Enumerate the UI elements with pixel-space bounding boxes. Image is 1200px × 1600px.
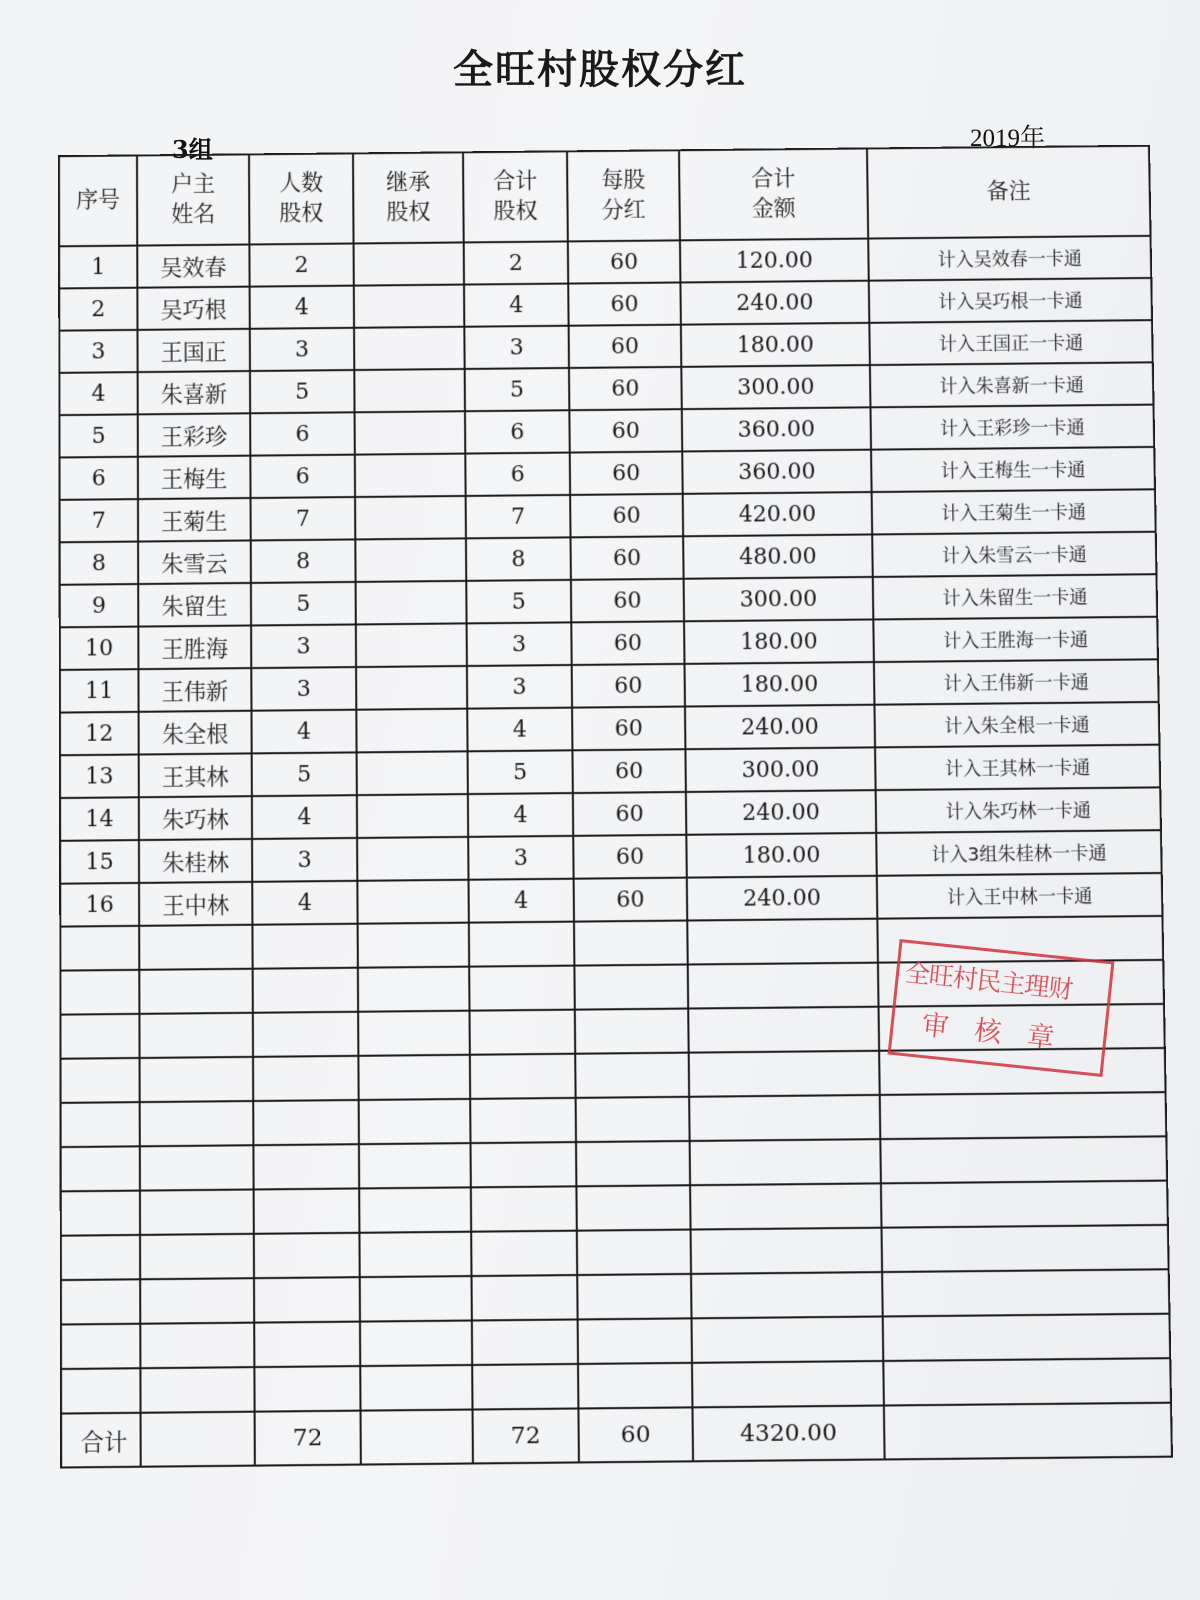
empty-cell [60, 970, 139, 1015]
totals-inherit-cell [361, 1410, 473, 1465]
totals-amount: 4320.00 [692, 1406, 884, 1462]
cell-name: 朱桂林 [139, 839, 252, 883]
cell-remark: 计入王菊生一卡通 [872, 489, 1156, 534]
cell-dividend-per-share: 60 [569, 367, 682, 410]
cell-remark: 计入王梅生一卡通 [871, 447, 1155, 492]
header-inherited-shares: 继承 股权 [353, 152, 464, 243]
empty-cell [60, 1014, 139, 1059]
cell-dividend-per-share: 60 [568, 282, 681, 325]
empty-cell [575, 1053, 689, 1098]
totals-per-share: 60 [578, 1407, 693, 1462]
cell-dividend-per-share: 60 [570, 451, 683, 494]
cell-seq: 15 [60, 840, 139, 884]
empty-cell [360, 1320, 472, 1366]
empty-cell [687, 919, 878, 965]
cell-people-shares: 4 [252, 881, 357, 925]
empty-cell [882, 1269, 1169, 1316]
cell-total-amount: 240.00 [680, 281, 869, 325]
cell-dividend-per-share: 60 [572, 664, 685, 708]
header-total-amount: 合计 金额 [679, 148, 868, 240]
cell-name: 王梅生 [138, 456, 251, 499]
empty-cell [254, 1233, 360, 1278]
cell-total-amount: 300.00 [681, 365, 870, 409]
cell-people-shares: 6 [250, 455, 355, 498]
empty-cell [254, 1322, 360, 1368]
cell-name: 王胜海 [138, 625, 251, 669]
empty-cell [692, 1316, 884, 1362]
cell-total-shares: 5 [468, 750, 573, 794]
cell-remark: 计入吴效春一卡通 [868, 236, 1151, 281]
empty-cell [140, 1278, 254, 1324]
empty-cell [471, 1231, 577, 1276]
document-title: 全旺村股权分红 [453, 47, 747, 93]
cell-dividend-per-share: 60 [569, 325, 682, 368]
header-seq: 序号 [59, 155, 137, 246]
empty-cell [360, 1276, 472, 1322]
cell-seq: 4 [59, 372, 137, 415]
cell-total-amount: 360.00 [682, 450, 871, 494]
empty-cell [140, 1145, 254, 1190]
cell-seq: 3 [59, 330, 137, 373]
cell-total-amount: 420.00 [683, 492, 872, 536]
cell-total-shares: 4 [467, 708, 572, 752]
cell-dividend-per-share: 60 [571, 621, 684, 665]
empty-cell [576, 1185, 690, 1230]
empty-cell [688, 1007, 879, 1053]
stamp-line-1: 全旺村民主理财 [903, 957, 1074, 1005]
empty-cell [140, 1323, 254, 1369]
cell-name: 吴效春 [137, 244, 249, 287]
header-total-shares: 合计 股权 [463, 151, 568, 242]
cell-total-shares: 4 [464, 284, 569, 327]
empty-cell [139, 925, 252, 970]
cell-inherited-shares [355, 411, 466, 454]
cell-seq: 10 [60, 627, 139, 670]
cell-seq: 8 [60, 542, 139, 585]
cell-dividend-per-share: 60 [569, 409, 682, 452]
cell-remark: 计入3组朱桂林一卡通 [876, 830, 1162, 876]
cell-dividend-per-share: 60 [570, 494, 683, 538]
header-dividend-per-share: 每股 分红 [567, 150, 680, 241]
empty-cell [61, 1235, 140, 1280]
header-row [59, 146, 1151, 247]
empty-cell [358, 967, 470, 1012]
empty-cell [574, 964, 688, 1009]
cell-total-shares: 7 [466, 495, 571, 538]
cell-people-shares: 7 [251, 497, 356, 540]
cell-total-shares: 3 [467, 622, 572, 666]
empty-cell [470, 1010, 576, 1055]
cell-inherited-shares [355, 496, 466, 540]
empty-cell [253, 1012, 359, 1057]
empty-cell [60, 926, 139, 971]
empty-cell [880, 1136, 1167, 1183]
empty-cell [576, 1097, 690, 1142]
totals-total-shares: 72 [473, 1408, 579, 1463]
empty-cell [881, 1181, 1168, 1228]
cell-people-shares: 3 [252, 838, 357, 882]
empty-cell [139, 1013, 253, 1058]
cell-seq: 11 [60, 669, 139, 712]
cell-total-amount: 240.00 [687, 876, 878, 921]
cell-inherited-shares [354, 327, 465, 370]
empty-cell [253, 1144, 359, 1189]
empty-cell [470, 1098, 576, 1143]
cell-name: 朱喜新 [138, 371, 251, 414]
cell-total-amount: 360.00 [682, 407, 871, 451]
cell-name: 朱雪云 [138, 540, 251, 584]
cell-total-shares: 3 [464, 326, 569, 369]
cell-inherited-shares [357, 837, 468, 881]
empty-cell [359, 1143, 471, 1188]
empty-cell [358, 1055, 470, 1100]
cell-remark: 计入朱全根一卡通 [874, 702, 1159, 747]
empty-cell [61, 1324, 140, 1369]
cell-name: 王其林 [139, 753, 252, 797]
cell-name: 朱留生 [138, 583, 251, 627]
cell-total-shares: 5 [465, 368, 570, 411]
cell-dividend-per-share: 60 [572, 707, 685, 751]
empty-cell [253, 968, 359, 1013]
empty-cell [883, 1358, 1171, 1405]
cell-name: 吴巧根 [137, 287, 249, 330]
empty-cell [359, 1187, 471, 1232]
cell-remark: 计入朱留生一卡通 [873, 574, 1157, 619]
cell-inherited-shares [354, 242, 464, 285]
cell-people-shares: 5 [251, 582, 356, 626]
cell-total-shares: 8 [466, 537, 571, 580]
empty-cell [140, 1101, 254, 1146]
empty-cell [472, 1364, 578, 1410]
group-label: 3组 [172, 135, 213, 164]
empty-cell [470, 1054, 576, 1099]
empty-cell [689, 1051, 880, 1097]
cell-inherited-shares [355, 454, 466, 497]
cell-remark: 计入王伟新一卡通 [874, 659, 1159, 704]
cell-inherited-shares [356, 709, 467, 753]
empty-cell [689, 1095, 880, 1141]
cell-inherited-shares [356, 666, 467, 710]
cell-people-shares: 5 [252, 752, 357, 796]
cell-dividend-per-share: 60 [573, 792, 686, 836]
cell-seq: 9 [60, 584, 139, 627]
totals-row [61, 1403, 1172, 1468]
empty-cell [882, 1225, 1169, 1272]
header-remark: 备注 [867, 146, 1151, 239]
empty-cell [574, 921, 688, 966]
cell-seq: 7 [60, 499, 139, 542]
empty-cell [253, 1100, 359, 1145]
empty-cell [140, 1189, 254, 1234]
header-people-shares: 人数 股权 [249, 153, 354, 244]
empty-cell [471, 1186, 577, 1231]
empty-cell [140, 1367, 254, 1413]
empty-cell [578, 1318, 692, 1364]
cell-seq: 14 [60, 797, 139, 841]
cell-total-amount: 180.00 [686, 833, 876, 878]
cell-total-amount: 180.00 [681, 323, 870, 367]
stamp-line-2: 审核章 [920, 1009, 1082, 1058]
totals-remark-cell [884, 1403, 1172, 1460]
table-body [59, 236, 1162, 927]
cell-total-amount: 240.00 [685, 705, 875, 750]
year-label: 2019年 [970, 125, 1046, 152]
empty-cell [575, 1009, 689, 1054]
cell-inherited-shares [354, 369, 465, 412]
empty-cell [690, 1139, 881, 1185]
cell-people-shares: 2 [249, 243, 353, 286]
empty-cell [469, 966, 575, 1011]
cell-name: 朱巧林 [139, 796, 252, 840]
empty-cell [472, 1275, 578, 1320]
cell-people-shares: 5 [250, 370, 355, 413]
empty-cell [254, 1366, 360, 1412]
cell-total-shares: 3 [468, 836, 573, 880]
cell-total-shares: 3 [467, 665, 572, 709]
empty-cell [472, 1319, 578, 1365]
cell-total-shares: 4 [468, 793, 573, 837]
empty-cell [688, 963, 879, 1009]
cell-total-amount: 180.00 [684, 619, 874, 663]
cell-seq: 5 [59, 414, 137, 457]
empty-cell [692, 1361, 884, 1407]
cell-seq: 16 [60, 883, 139, 927]
totals-label: 合计 [61, 1413, 141, 1468]
empty-cell [61, 1146, 140, 1191]
cell-total-amount: 240.00 [686, 790, 876, 835]
cell-total-amount: 300.00 [685, 747, 875, 792]
header-name: 户主 姓名 [137, 154, 249, 245]
cell-people-shares: 6 [250, 412, 355, 455]
cell-seq: 12 [60, 712, 139, 755]
cell-name: 王国正 [137, 329, 249, 372]
cell-people-shares: 3 [251, 624, 356, 668]
empty-cell [471, 1142, 577, 1187]
cell-dividend-per-share: 60 [571, 579, 684, 623]
empty-cell [254, 1188, 360, 1233]
empty-cell [577, 1274, 691, 1320]
cell-total-shares: 5 [466, 580, 571, 624]
cell-remark: 计入王彩珍一卡通 [870, 405, 1154, 450]
empty-cell [880, 1092, 1167, 1139]
empty-cell [576, 1141, 690, 1186]
cell-people-shares: 3 [250, 328, 355, 371]
empty-cell [690, 1183, 881, 1229]
cell-seq: 1 [59, 246, 137, 289]
cell-inherited-shares [356, 623, 467, 667]
cell-inherited-shares [355, 538, 466, 582]
cell-remark: 计入王中林一卡通 [877, 873, 1163, 919]
empty-cell [61, 1368, 141, 1413]
cell-dividend-per-share: 60 [572, 749, 685, 793]
cell-inherited-shares [357, 794, 468, 838]
cell-people-shares: 8 [251, 539, 356, 582]
cell-total-amount: 120.00 [680, 239, 869, 283]
cell-total-shares: 6 [465, 410, 570, 453]
cell-inherited-shares [354, 285, 465, 328]
cell-total-amount: 300.00 [684, 577, 874, 621]
empty-cell [469, 922, 575, 967]
empty-cell [358, 923, 470, 968]
cell-remark: 计入朱巧林一卡通 [876, 787, 1161, 833]
empty-cell [61, 1191, 140, 1236]
cell-people-shares: 4 [252, 795, 357, 839]
cell-seq: 2 [59, 288, 137, 331]
empty-cell [359, 1099, 471, 1144]
cell-seq: 6 [59, 457, 137, 500]
empty-cell [254, 1277, 360, 1322]
cell-people-shares: 3 [251, 667, 356, 711]
empty-cell [358, 1011, 470, 1056]
totals-people: 72 [255, 1411, 361, 1466]
cell-name: 王菊生 [138, 498, 251, 542]
empty-cell [61, 1102, 140, 1147]
cell-dividend-per-share: 60 [574, 878, 688, 922]
cell-remark: 计入吴巧根一卡通 [869, 278, 1152, 323]
official-seal-stamp [888, 939, 1115, 1077]
ledger-sheet [58, 145, 1172, 1511]
cell-remark: 计入朱喜新一卡通 [870, 362, 1154, 407]
cell-name: 王彩珍 [138, 413, 251, 456]
cell-people-shares: 4 [251, 710, 356, 754]
empty-cell [139, 969, 253, 1014]
empty-cell [578, 1363, 692, 1409]
empty-cell [253, 1056, 359, 1101]
empty-cell [360, 1365, 472, 1411]
empty-cell [140, 1057, 254, 1102]
cell-total-shares: 6 [465, 453, 570, 496]
cell-inherited-shares [356, 581, 467, 625]
cell-dividend-per-share: 60 [573, 835, 687, 879]
cell-dividend-per-share: 60 [571, 536, 684, 580]
cell-total-shares: 4 [469, 879, 574, 923]
totals-name-cell [141, 1412, 255, 1467]
cell-inherited-shares [357, 880, 468, 924]
cell-remark: 计入王其林一卡通 [875, 745, 1160, 790]
cell-remark: 计入王国正一卡通 [869, 320, 1152, 365]
cell-dividend-per-share: 60 [568, 240, 681, 283]
cell-total-amount: 180.00 [685, 662, 875, 706]
empty-cell [61, 1279, 140, 1324]
empty-cell [577, 1230, 691, 1275]
cell-remark: 计入王胜海一卡通 [873, 617, 1158, 662]
cell-name: 朱全根 [139, 711, 252, 755]
cell-seq: 13 [60, 755, 139, 799]
empty-cell [61, 1058, 140, 1103]
cell-total-shares: 2 [464, 241, 569, 284]
empty-cell [140, 1234, 254, 1279]
empty-cell [252, 924, 357, 969]
cell-people-shares: 4 [250, 286, 354, 329]
cell-remark: 计入朱雪云一卡通 [872, 532, 1156, 577]
dividend-table [58, 145, 1173, 1469]
cell-name: 王伟新 [138, 668, 251, 712]
empty-cell [691, 1228, 883, 1274]
empty-cell [359, 1232, 471, 1277]
empty-cell [691, 1272, 883, 1318]
cell-total-amount: 480.00 [683, 534, 873, 578]
cell-name: 王中林 [139, 882, 252, 926]
empty-cell [883, 1314, 1171, 1361]
cell-inherited-shares [357, 751, 468, 795]
